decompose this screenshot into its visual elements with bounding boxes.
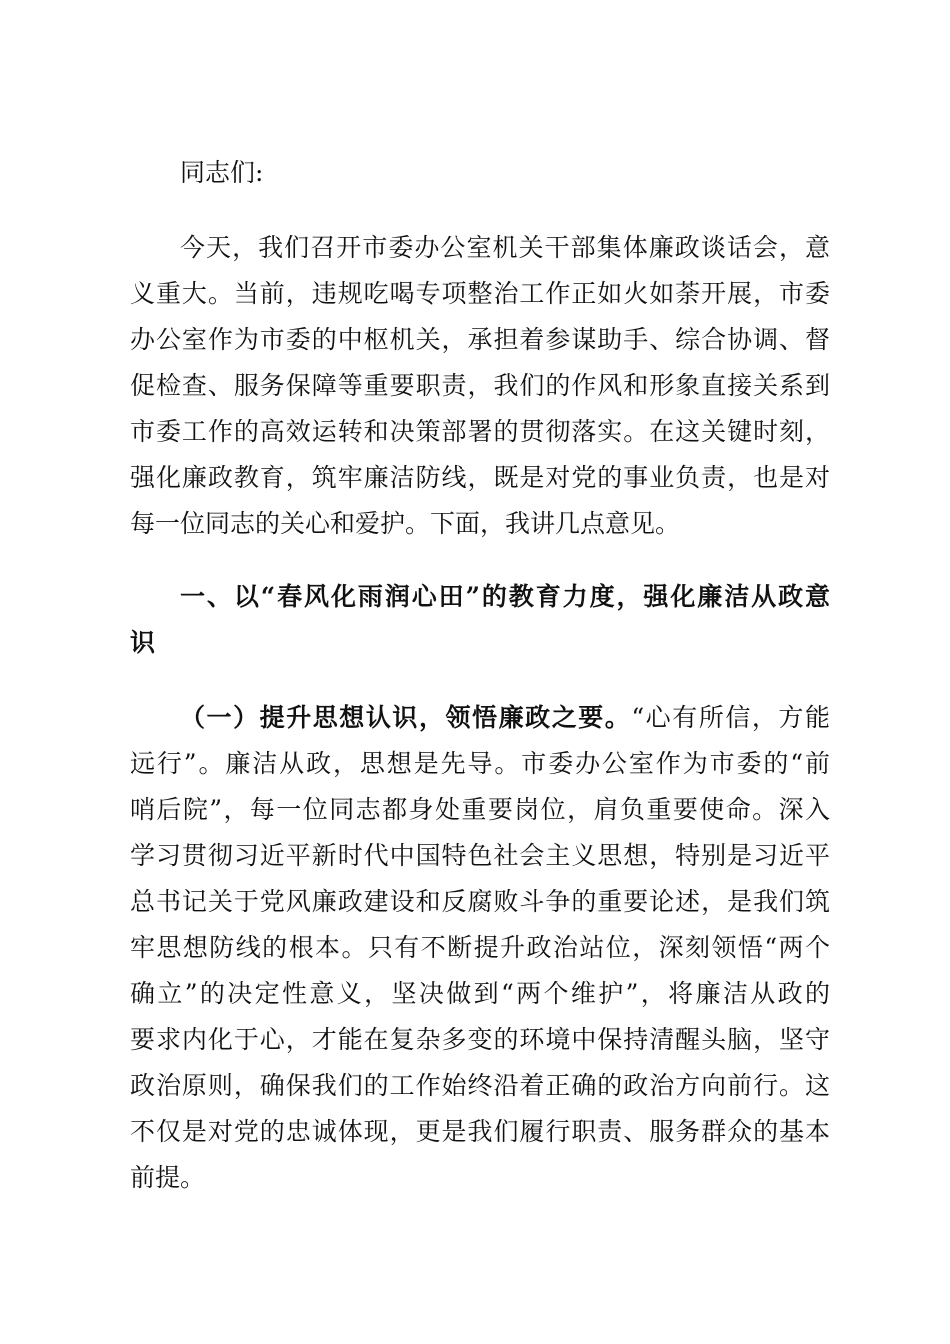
intro-paragraph — [130, 225, 830, 547]
section-heading — [130, 574, 830, 666]
subsection-line: 不仅是对党的忠诚体现，更是我们履行职责、服务群众的基本 — [130, 1117, 830, 1146]
subsection-line: 要求内化于心，才能在复杂多变的环境中保持清醒头脑，坚守 — [130, 1025, 830, 1054]
subsection-line: 哨后院”，每一位同志都身处重要岗位，肩负重要使命。深入 — [130, 795, 830, 824]
intro-line: 每一位同志的关心和爱护。下面，我讲几点意见。 — [130, 509, 681, 538]
greeting: 同志们: — [180, 158, 264, 187]
subsection-line: 前提。 — [130, 1163, 206, 1192]
subsection-line: 远行”。廉洁从政，思想是先导。市委办公室作为市委的“前 — [130, 749, 830, 778]
intro-line: 办公室作为市委的中枢机关，承担着参谋助手、综合协调、督 — [130, 325, 830, 354]
section-heading-line: 一、以“春风化雨润心田”的教育力度，强化廉洁从政意 — [180, 582, 830, 611]
section-heading-line: 识 — [130, 628, 156, 657]
subsection-line: 学习贯彻习近平新时代中国特色社会主义思想，特别是习近平 — [130, 841, 830, 870]
intro-line: 市委工作的高效运转和决策部署的贯彻落实。在这关键时刻， — [130, 417, 830, 446]
document-page — [130, 150, 830, 1201]
subsection-line: 政治原则，确保我们的工作始终沿着正确的政治方向前行。这 — [130, 1071, 830, 1100]
subsection-line: 确立”的决定性意义，坚决做到“两个维护”，将廉洁从政的 — [130, 979, 830, 1008]
intro-line: 今天，我们召开市委办公室机关干部集体廉政谈话会，意 — [180, 233, 830, 262]
intro-line: 义重大。当前，违规吃喝专项整治工作正如火如荼开展，市委 — [130, 279, 830, 308]
subsection-first-line — [130, 695, 830, 741]
subsection-first-rest: “心有所信，方能 — [631, 703, 830, 732]
intro-line: 强化廉政教育，筑牢廉洁防线，既是对党的事业负责，也是对 — [130, 463, 830, 492]
subsection-line: 牢思想防线的根本。只有不断提升政治站位，深刻领悟“两个 — [130, 933, 830, 962]
subsection-title: （一）提升思想认识，领悟廉政之要。 — [180, 703, 632, 732]
intro-line: 促检查、服务保障等重要职责，我们的作风和形象直接关系到 — [130, 371, 830, 400]
subsection-line: 总书记关于党风廉政建设和反腐败斗争的重要论述，是我们筑 — [130, 887, 830, 916]
subsection-paragraph — [130, 695, 830, 1201]
